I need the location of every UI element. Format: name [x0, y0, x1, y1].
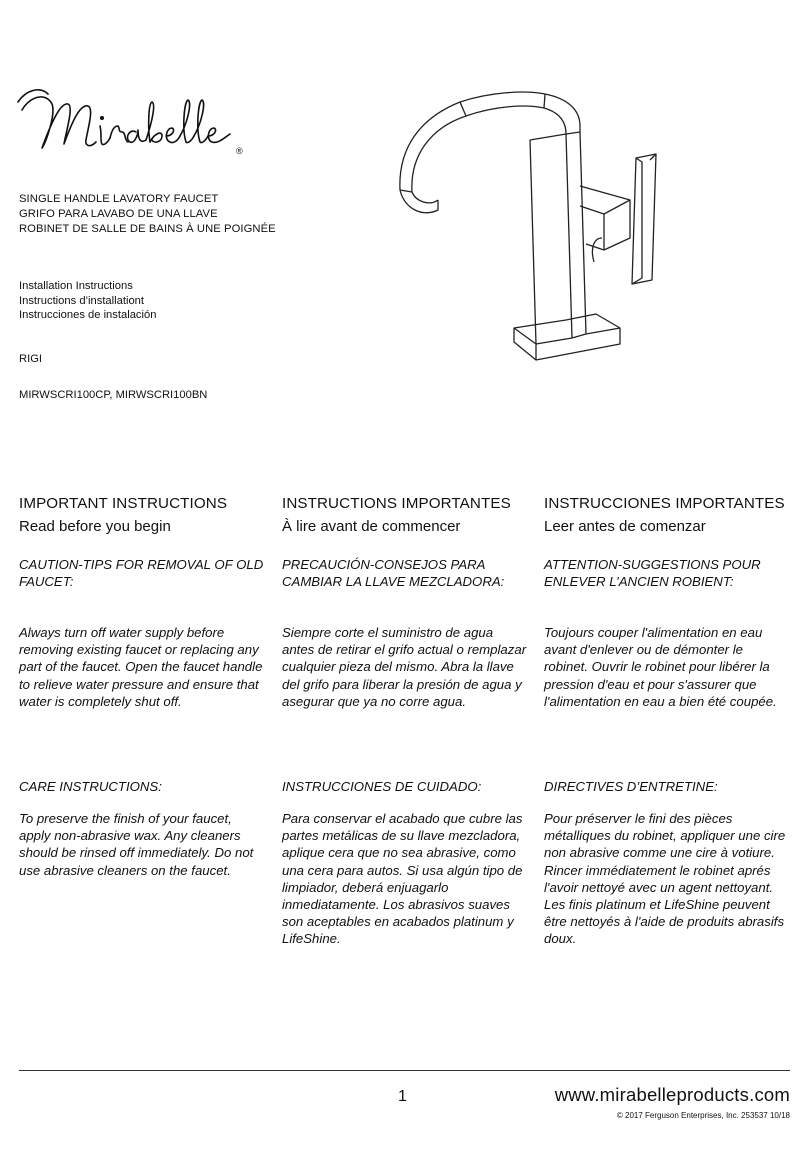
care-body: Para conservar el acabado que cubre las partes metálicas de su llave mezcladora, aplique cera que no sea abrasive, como una cera para autos. Si usa algún tipo de limpiador, deberá enjuagarlo inmediatamente. Los abrasivos suaves son aceptables en acabados platinum y LifeShine. [282, 811, 523, 947]
caution-heading: CAUTION-TIPS FOR REMOVAL OF OLD FAUCET: [19, 557, 264, 590]
faucet-illustration [390, 88, 690, 378]
caution-body: Siempre corte el suministro de agua antes de retirar el grifo actual o remplazar cualquier pieza del mismo. Abra la llave del grifo para liberar la presión de agua y asegurar que ya no corre agua. [282, 625, 527, 709]
care-body: To preserve the finish of your faucet, apply non-abrasive wax. Any cleaners should be rinsed off immediately. Do not use abrasive cleaners on the faucet. [19, 811, 254, 878]
mirabelle-logo-icon [16, 82, 256, 162]
copyright-text: © 2017 Ferguson Enterprises, Inc. 253537 10/18 [616, 1111, 790, 1120]
column-subheading: À lire avant de commencer [282, 518, 461, 535]
caution-body: Always turn off water supply before removing existing faucet or replacing any part of the faucet. Open the faucet handle to relieve water pressure and ensure that water is completely shut off. [19, 625, 263, 709]
column-french [544, 494, 789, 947]
registered-mark: ® [236, 146, 243, 156]
caution-heading: PRECAUCIÓN-CONSEJOS PARA CAMBIAR LA LLAVE MEZCLADORA: [282, 557, 505, 590]
caution-body: Toujours couper l'alimentation en eau avant d'enlever ou de démonter le robinet. Ouvrir le robinet pour libérer la pression d'eau et pour s'assurer que l'alimentation en eau a bien été coupée. [544, 625, 777, 709]
faucet-icon [390, 88, 690, 378]
model-numbers: MIRWSCRI100CP, MIRWSCRI100BN [19, 389, 208, 401]
care-heading: DIRECTIVES D’ENTRETINE: [544, 779, 718, 794]
care-heading: INSTRUCCIONES DE CUIDADO: [282, 779, 482, 794]
install-titles [19, 279, 156, 323]
column-subheading: Leer antes de comenzar [544, 518, 706, 535]
product-title-en: SINGLE HANDLE LAVATORY FAUCET [19, 193, 219, 205]
brand-logo [16, 82, 256, 162]
column-heading: INSTRUCTIONS IMPORTANTES [282, 495, 511, 512]
website-link[interactable]: www.mirabelleproducts.com [554, 1084, 790, 1105]
product-titles [19, 192, 276, 237]
column-english [19, 494, 264, 878]
column-heading: INSTRUCCIONES IMPORTANTES [544, 495, 785, 512]
page-number: 1 [398, 1088, 407, 1105]
care-heading: CARE INSTRUCTIONS: [19, 779, 162, 794]
model-name: RIGI [19, 353, 42, 365]
product-title-es: GRIFO PARA LAVABO DE UNA LLAVE [19, 208, 218, 220]
care-body: Pour préserver le fini des pièces métalliques du robinet, appliquer une cire non abrasive comme une cire à votiure. Rincer immédiatement le robinet aprés l'avoir nettoyé avec un agent nettoyant. Les finis platinum et LifeShine peuvent être nettoyés à l'aide de produits abrasifs doux. [544, 811, 786, 947]
install-title-fr: Instructions d’installationt [19, 294, 144, 307]
column-heading: IMPORTANT INSTRUCTIONS [19, 495, 228, 512]
product-title-fr: ROBINET DE SALLE DE BAINS À UNE POIGNÉE [19, 223, 276, 235]
install-title-en: Installation Instructions [19, 280, 133, 292]
footer-divider [19, 1070, 790, 1071]
column-subheading: Read before you begin [19, 518, 171, 535]
column-spanish [282, 494, 527, 947]
caution-heading: ATTENTION-SUGGESTIONS POUR ENLEVER L’ANCIEN ROBIENT: [544, 557, 761, 590]
install-title-es: Instrucciones de instalación [19, 309, 157, 321]
